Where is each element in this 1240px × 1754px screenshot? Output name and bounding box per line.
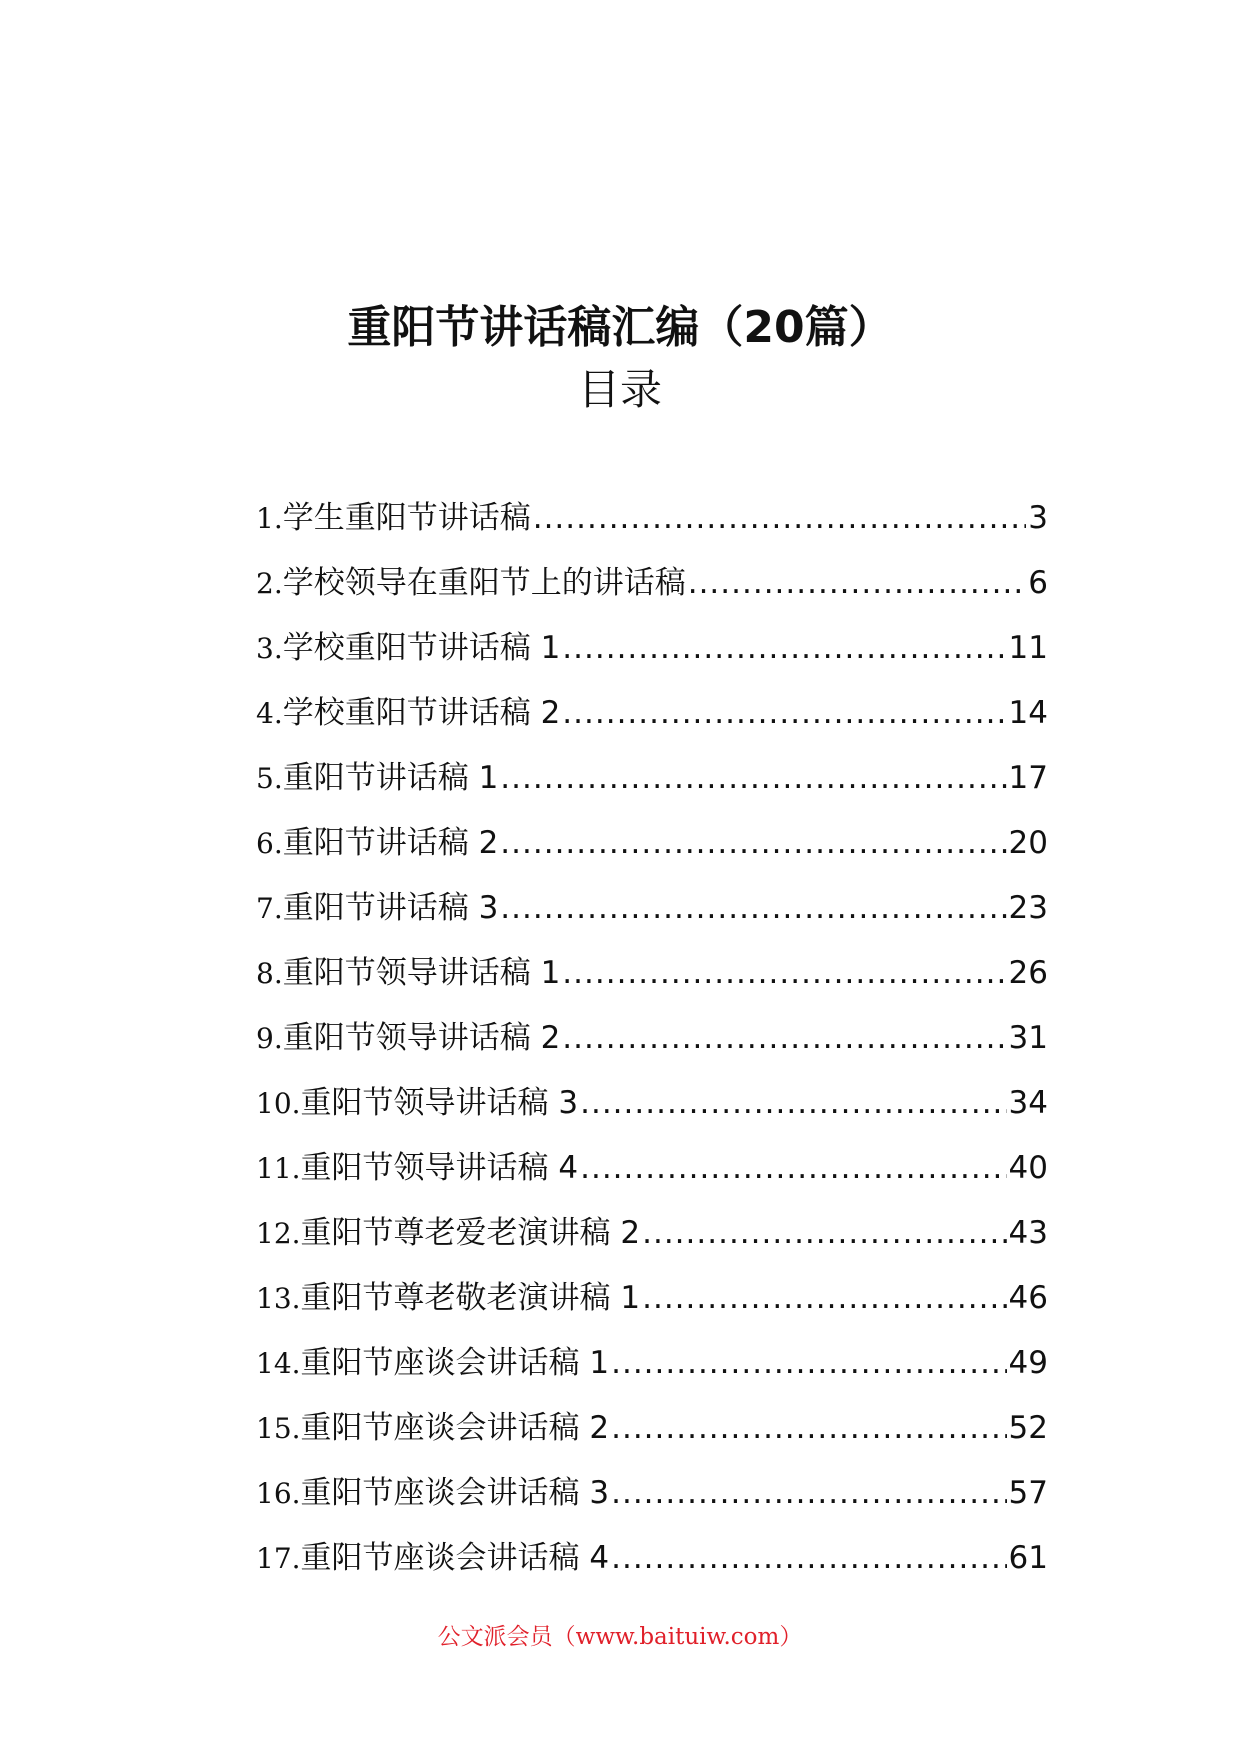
toc-entry-title[interactable]: 学生重阳节讲话稿 bbox=[282, 500, 531, 536]
toc-entry-page[interactable]: 3 bbox=[1028, 500, 1048, 536]
toc-entry-number: 17. bbox=[256, 1542, 301, 1575]
toc-entry[interactable] bbox=[256, 1142, 1048, 1207]
toc-dot-leader bbox=[533, 500, 1027, 536]
toc-entry-number: 7. bbox=[256, 892, 283, 925]
toc-entry-title[interactable]: 学校领导在重阳节上的讲话稿 bbox=[282, 565, 686, 601]
toc-entry-page[interactable]: 61 bbox=[1008, 1540, 1048, 1576]
toc-dot-leader bbox=[500, 825, 1006, 861]
toc-entry-title[interactable]: 重阳节讲话稿 2 bbox=[282, 825, 499, 861]
toc-entry[interactable] bbox=[256, 947, 1048, 1012]
toc-entry-page[interactable]: 49 bbox=[1008, 1345, 1048, 1381]
toc-dot-leader bbox=[642, 1215, 1006, 1251]
toc-entry[interactable] bbox=[256, 1337, 1048, 1402]
toc-dot-leader bbox=[500, 760, 1006, 796]
toc-entry-page[interactable]: 31 bbox=[1008, 1020, 1048, 1056]
toc-entry-page[interactable]: 57 bbox=[1008, 1475, 1048, 1511]
toc-entry-title[interactable]: 重阳节讲话稿 1 bbox=[282, 760, 499, 796]
toc-entry-title[interactable]: 重阳节座谈会讲话稿 4 bbox=[300, 1540, 610, 1576]
toc-entry-page[interactable]: 17 bbox=[1008, 760, 1048, 796]
toc-dot-leader bbox=[580, 1150, 1006, 1186]
toc-entry-number: 3. bbox=[256, 632, 283, 665]
toc-dot-leader bbox=[611, 1475, 1006, 1511]
toc-entry-title[interactable]: 重阳节领导讲话稿 3 bbox=[300, 1085, 579, 1121]
toc-entry-title[interactable]: 重阳节领导讲话稿 1 bbox=[282, 955, 561, 991]
toc-entry-number: 11. bbox=[256, 1152, 301, 1185]
toc-entry-number: 14. bbox=[256, 1347, 301, 1380]
toc-entry-number: 6. bbox=[256, 827, 283, 860]
toc-entry-number: 15. bbox=[256, 1412, 301, 1445]
toc-dot-leader bbox=[611, 1410, 1006, 1446]
toc-entry[interactable] bbox=[256, 1272, 1048, 1337]
toc-entry-title[interactable]: 学校重阳节讲话稿 1 bbox=[282, 630, 561, 666]
toc-entry[interactable] bbox=[256, 687, 1048, 752]
toc-dot-leader bbox=[580, 1085, 1006, 1121]
toc-entry-page[interactable]: 14 bbox=[1008, 695, 1048, 731]
toc-heading: 目录 bbox=[577, 365, 662, 414]
toc-dot-leader bbox=[642, 1280, 1006, 1316]
toc-dot-leader bbox=[562, 1020, 1006, 1056]
toc-entry-title[interactable]: 重阳节领导讲话稿 2 bbox=[282, 1020, 561, 1056]
toc-entry[interactable] bbox=[256, 1467, 1048, 1532]
toc-dot-leader bbox=[611, 1540, 1006, 1576]
toc-dot-leader bbox=[611, 1345, 1006, 1381]
toc-entry-title[interactable]: 重阳节尊老爱老演讲稿 2 bbox=[300, 1215, 641, 1251]
toc-dot-leader bbox=[562, 630, 1006, 666]
toc-entry[interactable] bbox=[256, 882, 1048, 947]
toc-entry-number: 9. bbox=[256, 1022, 283, 1055]
toc-entry-number: 8. bbox=[256, 957, 283, 990]
toc-entry-number: 2. bbox=[256, 567, 283, 600]
toc-entry[interactable] bbox=[256, 817, 1048, 882]
toc-entry-number: 16. bbox=[256, 1477, 301, 1510]
toc-entry-page[interactable]: 6 bbox=[1028, 565, 1048, 601]
toc-entry-number: 10. bbox=[256, 1087, 301, 1120]
toc-entry-number: 4. bbox=[256, 697, 283, 730]
toc-dot-leader bbox=[562, 695, 1006, 731]
toc-entry-page[interactable]: 40 bbox=[1008, 1150, 1048, 1186]
toc-entry[interactable] bbox=[256, 622, 1048, 687]
toc-entry-title[interactable]: 学校重阳节讲话稿 2 bbox=[282, 695, 561, 731]
toc-entry[interactable] bbox=[256, 1077, 1048, 1142]
toc-entry[interactable] bbox=[256, 1012, 1048, 1077]
toc-entry[interactable] bbox=[256, 1207, 1048, 1272]
toc-entry-number: 1. bbox=[256, 502, 283, 535]
toc-dot-leader bbox=[500, 890, 1006, 926]
toc-entry-title[interactable]: 重阳节座谈会讲话稿 1 bbox=[300, 1345, 610, 1381]
toc-entry-title[interactable]: 重阳节座谈会讲话稿 2 bbox=[300, 1410, 610, 1446]
toc-entry-title[interactable]: 重阳节座谈会讲话稿 3 bbox=[300, 1475, 610, 1511]
toc-entry-page[interactable]: 11 bbox=[1008, 630, 1048, 666]
toc-entry-page[interactable]: 46 bbox=[1008, 1280, 1048, 1316]
toc-entry-page[interactable]: 34 bbox=[1008, 1085, 1048, 1121]
toc-entry-page[interactable]: 23 bbox=[1008, 890, 1048, 926]
table-of-contents bbox=[256, 492, 1048, 1597]
toc-entry-page[interactable]: 52 bbox=[1008, 1410, 1048, 1446]
toc-entry[interactable] bbox=[256, 1402, 1048, 1467]
toc-entry-page[interactable]: 43 bbox=[1008, 1215, 1048, 1251]
toc-entry[interactable] bbox=[256, 752, 1048, 817]
toc-entry[interactable] bbox=[256, 557, 1048, 622]
document-title: 重阳节讲话稿汇编（20篇） bbox=[347, 302, 893, 353]
footer-watermark-text: 公文派会员（www.baituiw.com） bbox=[437, 1624, 803, 1650]
toc-entry[interactable] bbox=[256, 492, 1048, 557]
toc-entry-title[interactable]: 重阳节领导讲话稿 4 bbox=[300, 1150, 579, 1186]
toc-entry-number: 13. bbox=[256, 1282, 301, 1315]
toc-entry-number: 12. bbox=[256, 1217, 301, 1250]
toc-dot-leader bbox=[688, 565, 1027, 601]
toc-entry[interactable] bbox=[256, 1532, 1048, 1597]
toc-entry-page[interactable]: 20 bbox=[1008, 825, 1048, 861]
toc-entry-title[interactable]: 重阳节讲话稿 3 bbox=[282, 890, 499, 926]
toc-entry-number: 5. bbox=[256, 762, 283, 795]
toc-entry-title[interactable]: 重阳节尊老敬老演讲稿 1 bbox=[300, 1280, 641, 1316]
toc-entry-page[interactable]: 26 bbox=[1008, 955, 1048, 991]
toc-dot-leader bbox=[562, 955, 1006, 991]
